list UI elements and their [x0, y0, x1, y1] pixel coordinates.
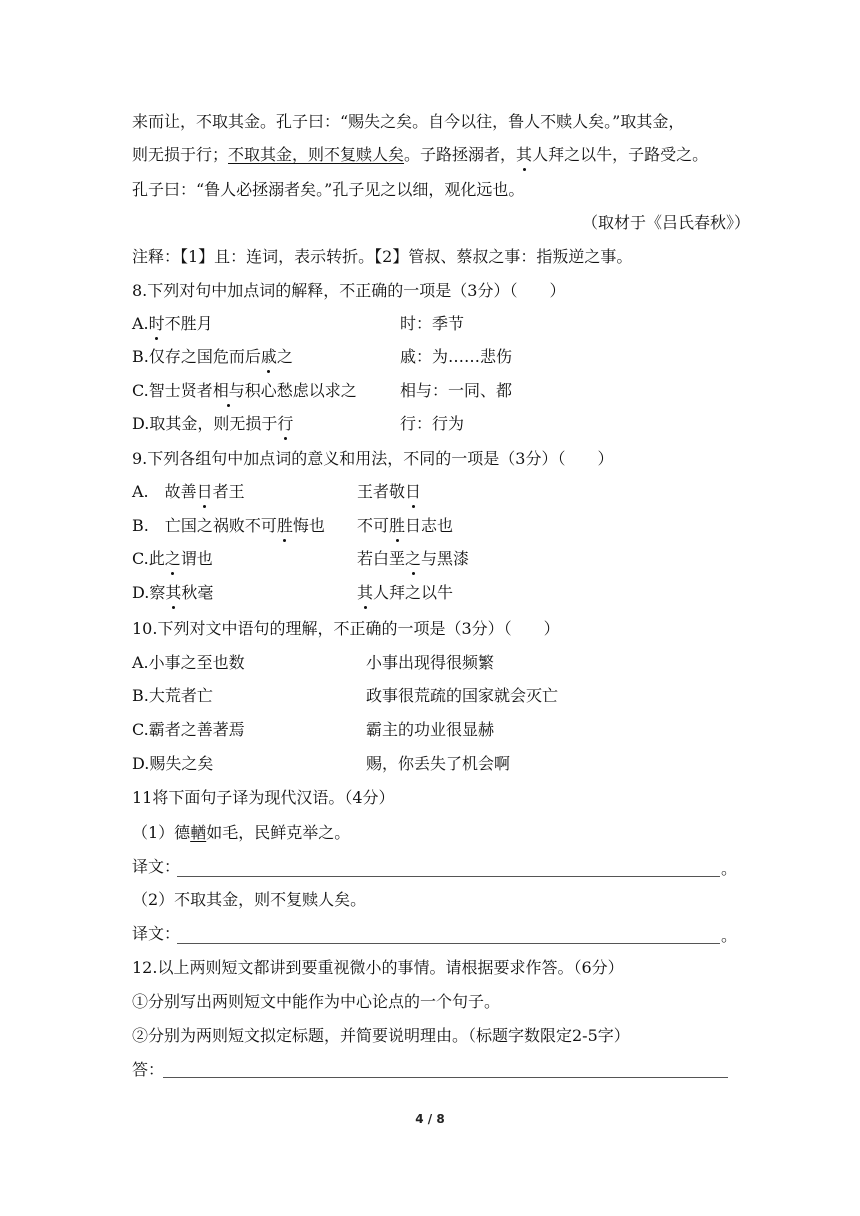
dotted-word: 其: [516, 145, 533, 164]
dotted-word: 戚: [260, 347, 277, 366]
q12-item-2: ②分别为两则短文拟定标题，并简要说明理由。（标题字数限定2-5字）: [132, 1026, 630, 1045]
q12-answer-label: 答：: [132, 1060, 165, 1079]
q8-option-c-explanation: 相与：一同、都: [400, 381, 513, 400]
passage-text: 。子路拯溺者，: [404, 145, 517, 164]
passage-line-1: 来而让，不取其金。孔子曰：“赐失之矣。自今以往，鲁人不赎人矣。”取其金，: [132, 112, 685, 131]
q9-option-b-second: 不可胜日志也: [357, 516, 454, 535]
page-number: 4 / 8: [415, 1112, 445, 1126]
q8-option-a: A.时不胜月: [132, 314, 213, 333]
passage-text: 则无损于行；: [132, 145, 229, 164]
passage-source: （取材于《吕氏春秋》）: [581, 213, 750, 232]
q8-option-a-explanation: 时：季节: [400, 314, 465, 333]
dotted-word: 胜: [389, 516, 406, 535]
q9-option-c-second: 若白垩之与黑漆: [357, 549, 470, 568]
q9-option-d: D.察其秋毫: [132, 583, 214, 602]
dotted-word: 胜: [276, 516, 293, 535]
q10-option-d-explanation: 赐，你丢失了机会啊: [366, 754, 511, 773]
q8-option-c: C.智士贤者相与积心愁虑以求之: [132, 381, 357, 400]
q8-option-b: B.仅存之国危而后戚之: [132, 347, 293, 366]
q11-answer-line-1[interactable]: [177, 876, 720, 877]
q9-option-d-second: 其人拜之以牛: [357, 583, 454, 602]
dotted-word: 之: [405, 549, 422, 568]
q10-option-b-explanation: 政事很荒疏的国家就会灭亡: [366, 686, 559, 705]
q9-option-b: B. 亡国之祸败不可胜悔也: [132, 516, 325, 535]
q12-item-1: ①分别写出两则短文中能作为中心论点的一个句子。: [132, 992, 501, 1011]
underlined-character: 輶: [190, 823, 207, 842]
q12-answer-line[interactable]: [163, 1077, 728, 1078]
q11-sentence-1: （1）德輶如毛，民鲜克举之。: [132, 823, 351, 842]
dotted-word: 其: [357, 583, 374, 602]
q10-option-a: A.小事之至也数: [132, 653, 245, 672]
q11-translation-label-1: 译文：: [132, 857, 181, 876]
q11-answer-line-2[interactable]: [177, 943, 720, 944]
q10-option-c: C.霸者之善著焉: [132, 720, 245, 739]
dotted-word: 其: [165, 583, 182, 602]
underlined-sentence: 不取其金，则不复赎人矣: [228, 145, 405, 164]
passage-line-2: [132, 145, 752, 165]
passage-line-3: 孔子曰：“鲁人必拯溺者矣。”孔子见之以细，观化远也。: [132, 180, 525, 199]
q11-stem: 11将下面句子译为现代汉语。（4分）: [132, 788, 395, 807]
q8-option-b-explanation: 戚：为……悲伤: [400, 347, 513, 366]
q10-option-d: D.赐失之矣: [132, 754, 214, 773]
passage-text: 人拜之以牛，子路受之。: [532, 145, 709, 164]
q9-stem: 9.下列各组句中加点词的意义和用法，不同的一项是（3分）（ ）: [132, 449, 614, 468]
dotted-word: 相与: [212, 381, 245, 400]
q9-option-a: A. 故善日者王: [132, 482, 245, 501]
q8-stem: 8.下列对句中加点词的解释，不正确的一项是（3分）（ ）: [132, 281, 566, 300]
dotted-word: 日: [196, 482, 213, 501]
dotted-word: 行: [277, 414, 294, 433]
q9-option-c: C.此之谓也: [132, 549, 213, 568]
q11-translation-label-2: 译文：: [132, 924, 181, 943]
q9-option-a-second: 王者敬日: [357, 482, 422, 501]
q8-option-d-explanation: 行：行为: [400, 414, 465, 433]
q11-period-2: 。: [721, 926, 738, 945]
q12-stem: 12.以上两则短文都讲到要重视微小的事情。请根据要求作答。（6分）: [132, 958, 624, 977]
dotted-word: 之: [164, 549, 181, 568]
q11-sentence-2: （2）不取其金，则不复赎人矣。: [132, 890, 367, 909]
dotted-word: 时: [148, 314, 165, 333]
passage-notes: 注释：【1】且：连词，表示转折。【2】管叔、蔡叔之事：指叛逆之事。: [132, 247, 633, 266]
dotted-word: 日: [405, 482, 422, 501]
q11-period-1: 。: [721, 859, 738, 878]
q10-option-c-explanation: 霸主的功业很显赫: [366, 720, 495, 739]
q10-option-a-explanation: 小事出现得很频繁: [366, 653, 495, 672]
q10-option-b: B.大荒者亡: [132, 686, 213, 705]
q8-option-d: D.取其金，则无损于行: [132, 414, 294, 433]
q10-stem: 10.下列对文中语句的理解，不正确的一项是（3分）（ ）: [132, 619, 560, 638]
